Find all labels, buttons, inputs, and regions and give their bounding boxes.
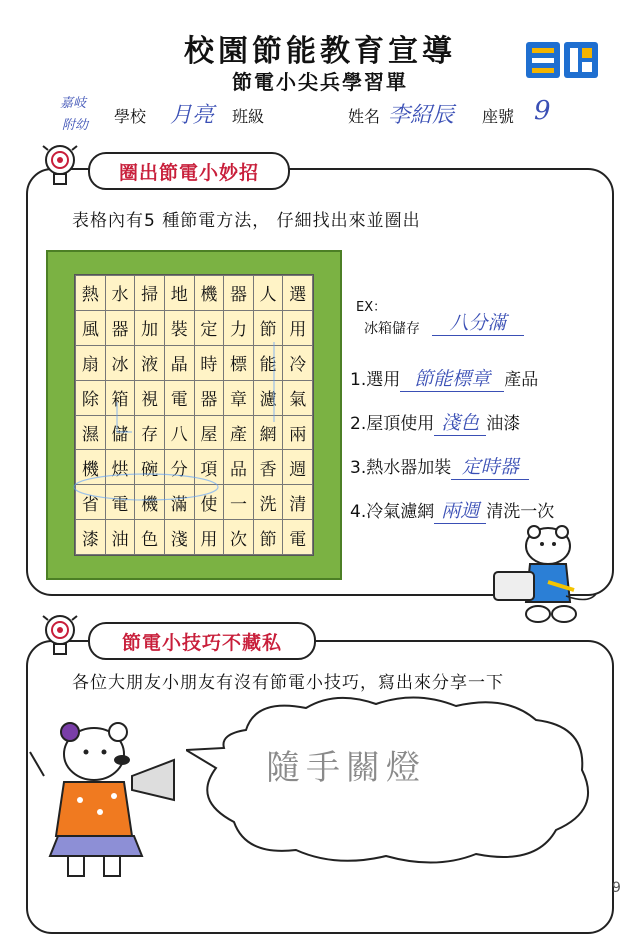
seat-value: 9 bbox=[534, 96, 551, 126]
question-prefix: 屋頂使用 bbox=[366, 414, 435, 434]
example-answer: 八分滿 bbox=[432, 308, 524, 336]
grid-cell: 標 bbox=[224, 345, 254, 380]
question-prefix: 冷氣濾網 bbox=[366, 502, 435, 522]
grid-cell: 風 bbox=[76, 310, 106, 345]
name-value: 李紹辰 bbox=[388, 103, 455, 128]
grid-cell: 冷 bbox=[283, 345, 313, 380]
grid-cell: 人 bbox=[253, 276, 283, 311]
grid-cell: 機 bbox=[135, 485, 165, 520]
question-line bbox=[350, 452, 529, 480]
grid-cell: 項 bbox=[194, 450, 224, 485]
question-answer: 兩週 bbox=[434, 496, 486, 524]
question-number: 2. bbox=[350, 414, 367, 434]
grid-cell: 網 bbox=[253, 415, 283, 450]
grid-cell: 電 bbox=[283, 520, 313, 555]
question-line bbox=[350, 408, 520, 436]
grid-cell: 一 bbox=[224, 485, 254, 520]
grid-cell: 省 bbox=[76, 485, 106, 520]
question-number: 4. bbox=[350, 502, 367, 522]
grid-cell: 分 bbox=[164, 450, 194, 485]
seat-label: 座號 bbox=[482, 107, 515, 126]
grid-cell: 淺 bbox=[164, 520, 194, 555]
school-name-line2: 附幼 bbox=[62, 118, 89, 133]
grid-cell: 氣 bbox=[283, 380, 313, 415]
grid-cell: 箱 bbox=[105, 380, 135, 415]
question-prefix: 選用 bbox=[366, 370, 401, 390]
example-prefix: 冰箱儲存 bbox=[364, 321, 420, 337]
section1-instruction: 表格內有5 種節電方法， 仔細找出來並圈出 bbox=[72, 211, 421, 231]
mascot-bear-icon bbox=[478, 524, 598, 638]
grid-cell: 除 bbox=[76, 380, 106, 415]
grid-cell: 屋 bbox=[194, 415, 224, 450]
grid-cell: 用 bbox=[194, 520, 224, 555]
grid-cell: 水 bbox=[105, 276, 135, 311]
grid-cell: 兩 bbox=[283, 415, 313, 450]
grid-cell: 滿 bbox=[164, 485, 194, 520]
section2-instruction: 各位大朋友小朋友有沒有節電小技巧，寫出來分享一下 bbox=[72, 673, 504, 693]
section1-heading: 圈出節電小妙招 bbox=[88, 152, 290, 190]
school-name-line1: 嘉岐 bbox=[60, 96, 87, 111]
grid-cell: 器 bbox=[194, 380, 224, 415]
grid-cell: 定 bbox=[194, 310, 224, 345]
grid-cell: 視 bbox=[135, 380, 165, 415]
tip-answer: 隨手關燈 bbox=[266, 748, 426, 788]
question-line bbox=[350, 496, 554, 524]
page-subtitle: 節電小尖兵學習單 bbox=[232, 70, 408, 94]
question-answer: 淺色 bbox=[434, 408, 486, 436]
grid-cell: 章 bbox=[224, 380, 254, 415]
grid-cell: 電 bbox=[105, 485, 135, 520]
grid-cell: 碗 bbox=[135, 450, 165, 485]
grid-cell: 清 bbox=[283, 485, 313, 520]
grid-cell: 油 bbox=[105, 520, 135, 555]
grid-cell: 用 bbox=[283, 310, 313, 345]
question-number: 3. bbox=[350, 458, 367, 478]
grid-cell: 能 bbox=[253, 345, 283, 380]
grid-cell: 機 bbox=[76, 450, 106, 485]
school-label: 學校 bbox=[114, 107, 147, 126]
question-suffix: 產品 bbox=[504, 370, 539, 390]
lightbulb-icon-2 bbox=[40, 610, 80, 666]
question-number: 1. bbox=[350, 370, 367, 390]
grid-cell: 電 bbox=[164, 380, 194, 415]
grid-cell: 品 bbox=[224, 450, 254, 485]
lightbulb-icon bbox=[40, 140, 80, 196]
circled-answers bbox=[72, 272, 312, 562]
page-title: 校園節能教育宣導 bbox=[184, 34, 456, 69]
grid-cell: 力 bbox=[224, 310, 254, 345]
name-label: 姓名 bbox=[348, 107, 381, 126]
grid-cell: 扇 bbox=[76, 345, 106, 380]
brand-logo bbox=[524, 36, 602, 82]
class-value: 月亮 bbox=[170, 103, 215, 128]
grid-cell: 香 bbox=[253, 450, 283, 485]
grid-cell: 冰 bbox=[105, 345, 135, 380]
grid-cell: 機 bbox=[194, 276, 224, 311]
grid-cell: 熱 bbox=[76, 276, 106, 311]
page-number: 9 bbox=[612, 880, 621, 896]
grid-cell: 使 bbox=[194, 485, 224, 520]
grid-cell: 次 bbox=[224, 520, 254, 555]
grid-cell: 地 bbox=[164, 276, 194, 311]
question-prefix: 熱水器加裝 bbox=[366, 458, 452, 478]
grid-cell: 濕 bbox=[76, 415, 106, 450]
mascot-megaphone-icon bbox=[24, 716, 184, 890]
question-answer: 節能標章 bbox=[400, 364, 504, 392]
grid-cell: 產 bbox=[224, 415, 254, 450]
class-label: 班級 bbox=[232, 107, 265, 126]
grid-cell: 節 bbox=[253, 520, 283, 555]
grid-cell: 晶 bbox=[164, 345, 194, 380]
grid-cell: 選 bbox=[283, 276, 313, 311]
question-answer: 定時器 bbox=[451, 452, 529, 480]
grid-cell: 加 bbox=[135, 310, 165, 345]
grid-cell: 洗 bbox=[253, 485, 283, 520]
grid-cell: 掃 bbox=[135, 276, 165, 311]
grid-cell: 儲 bbox=[105, 415, 135, 450]
grid-cell: 節 bbox=[253, 310, 283, 345]
grid-cell: 週 bbox=[283, 450, 313, 485]
section2-heading: 節電小技巧不藏私 bbox=[88, 622, 316, 660]
grid-cell: 漆 bbox=[76, 520, 106, 555]
grid-cell: 存 bbox=[135, 415, 165, 450]
grid-cell: 器 bbox=[224, 276, 254, 311]
grid-cell: 裝 bbox=[164, 310, 194, 345]
question-suffix: 清洗一次 bbox=[486, 502, 555, 522]
question-line bbox=[350, 364, 538, 392]
grid-cell: 液 bbox=[135, 345, 165, 380]
grid-cell: 色 bbox=[135, 520, 165, 555]
grid-cell: 八 bbox=[164, 415, 194, 450]
grid-cell: 器 bbox=[105, 310, 135, 345]
example-label: EX： bbox=[356, 300, 387, 315]
grid-cell: 烘 bbox=[105, 450, 135, 485]
grid-cell: 時 bbox=[194, 345, 224, 380]
question-suffix: 油漆 bbox=[486, 414, 521, 434]
grid-cell: 濾 bbox=[253, 380, 283, 415]
